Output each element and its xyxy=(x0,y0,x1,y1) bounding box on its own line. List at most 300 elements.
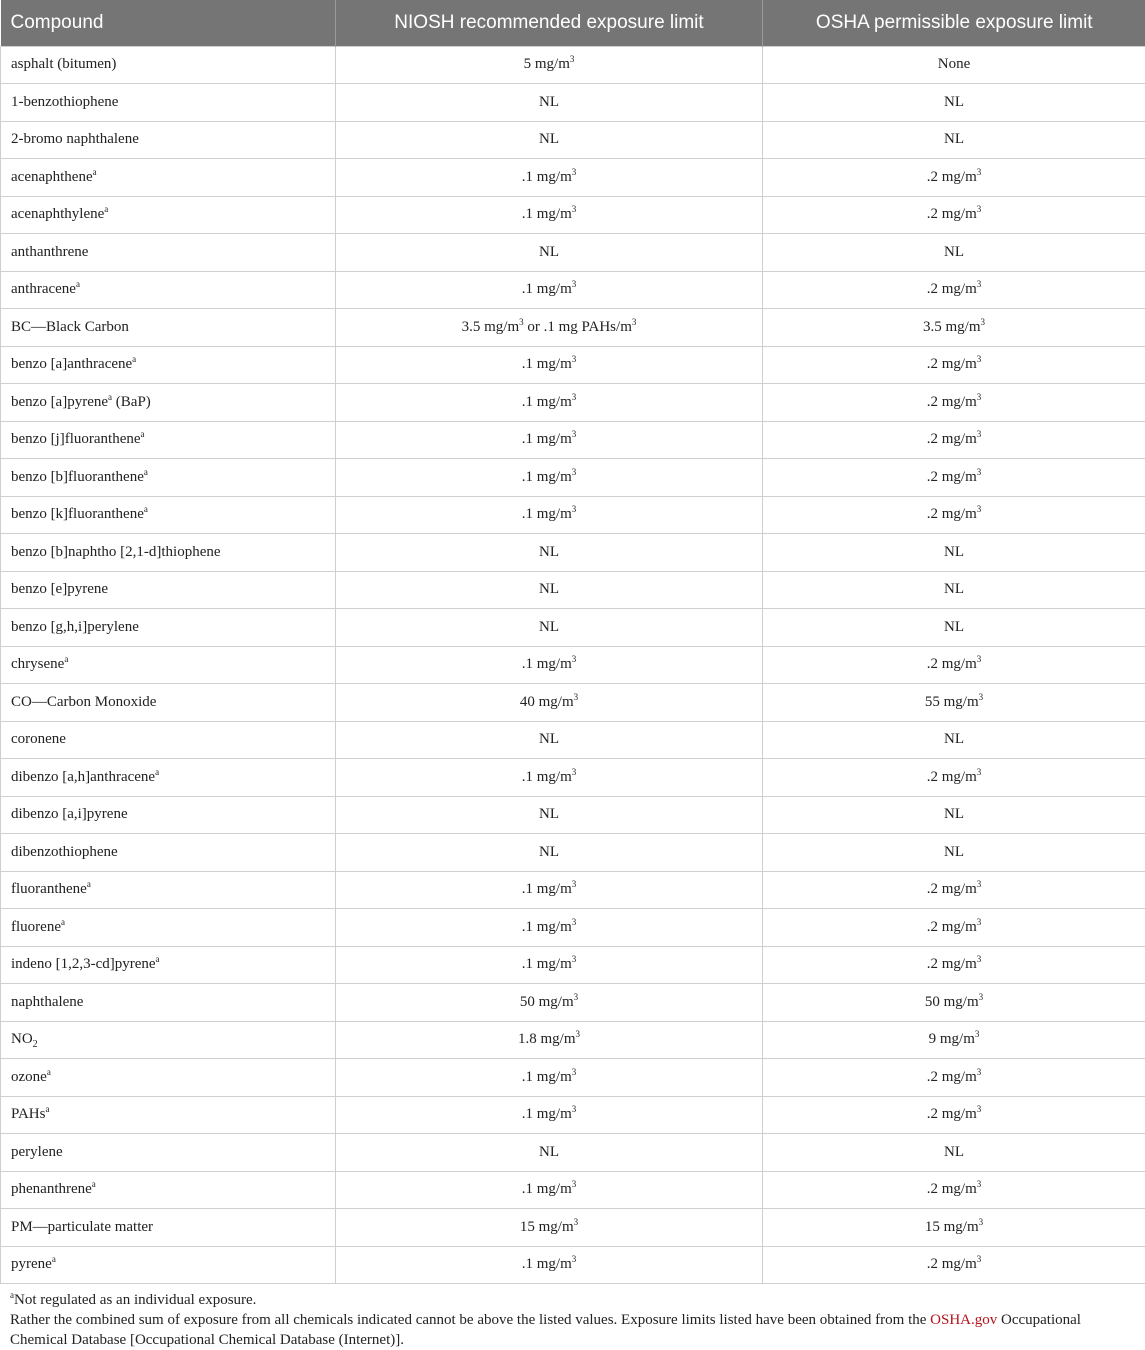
footnote-a xyxy=(10,1290,1135,1310)
table-row xyxy=(1,759,1145,797)
limit-value: .1 mg/m xyxy=(522,1181,572,1197)
limit-value: 3.5 mg/m xyxy=(923,319,981,335)
footnote-marker: a xyxy=(155,767,159,777)
unit-superscript: 3 xyxy=(977,1254,982,1264)
osha-limit-cell xyxy=(763,796,1145,834)
compound-subscript: 2 xyxy=(33,1039,38,1050)
compound-cell xyxy=(1,121,336,159)
footnote-text: Not regulated as an individual exposure. xyxy=(14,1292,256,1308)
table-row xyxy=(1,984,1145,1022)
compound-name: benzo [a]anthracene xyxy=(11,356,132,372)
niosh-limit-cell xyxy=(336,684,763,722)
niosh-limit-cell xyxy=(336,871,763,909)
table-row xyxy=(1,496,1145,534)
table-row xyxy=(1,796,1145,834)
limit-value: .1 mg/m xyxy=(522,881,572,897)
table-row xyxy=(1,834,1145,872)
compound-suffix: (BaP) xyxy=(112,394,151,410)
compound-cell xyxy=(1,1021,336,1059)
niosh-limit-cell xyxy=(336,759,763,797)
niosh-limit-cell xyxy=(336,1134,763,1172)
compound-cell xyxy=(1,759,336,797)
unit-superscript: 3 xyxy=(572,279,577,289)
unit-superscript: 3 xyxy=(572,392,577,402)
niosh-limit-cell xyxy=(336,121,763,159)
niosh-limit-cell xyxy=(336,946,763,984)
table-row xyxy=(1,234,1145,272)
table-row xyxy=(1,1246,1145,1284)
footnote-source-text: Rather the combined sum of exposure from all chemicals indicated cannot be above the listed values. Exposure limits listed have been obtained from the xyxy=(10,1312,930,1328)
limit-value: .1 mg/m xyxy=(522,956,572,972)
unit-superscript: 3 xyxy=(574,992,579,1002)
niosh-limit-cell xyxy=(336,1171,763,1209)
limit-value: .2 mg/m xyxy=(927,656,977,672)
footnote-marker: a xyxy=(144,504,148,514)
compound-name: 2-bromo naphthalene xyxy=(11,131,139,147)
compound-name: CO—Carbon Monoxide xyxy=(11,694,156,710)
niosh-limit-cell xyxy=(336,1021,763,1059)
niosh-limit-cell xyxy=(336,271,763,309)
compound-cell xyxy=(1,1171,336,1209)
table-row xyxy=(1,609,1145,647)
compound-cell xyxy=(1,571,336,609)
osha-limit-cell xyxy=(763,159,1145,197)
osha-limit-cell xyxy=(763,309,1145,347)
unit-superscript: 3 xyxy=(572,1104,577,1114)
compound-name: benzo [b]naphtho [2,1-d]thiophene xyxy=(11,544,221,560)
limit-value: .2 mg/m xyxy=(927,281,977,297)
table-row xyxy=(1,571,1145,609)
limit-value: .2 mg/m xyxy=(927,1181,977,1197)
limit-value: NL xyxy=(944,131,964,147)
limit-value: .2 mg/m xyxy=(927,206,977,222)
table-row xyxy=(1,84,1145,122)
compound-name: pyrene xyxy=(11,1256,52,1272)
compound-cell xyxy=(1,84,336,122)
table-row xyxy=(1,721,1145,759)
compound-cell xyxy=(1,984,336,1022)
unit-superscript: 3 xyxy=(572,1067,577,1077)
unit-superscript: 3 xyxy=(981,317,986,327)
compound-cell xyxy=(1,234,336,272)
limit-value: None xyxy=(938,56,971,72)
footnote-marker: a xyxy=(45,1104,49,1114)
footnote-marker: a xyxy=(144,467,148,477)
compound-cell xyxy=(1,834,336,872)
unit-superscript: 3 xyxy=(519,317,524,327)
compound-cell xyxy=(1,309,336,347)
limit-value: 15 mg/m xyxy=(520,1219,574,1235)
niosh-limit-cell xyxy=(336,571,763,609)
compound-name: acenaphthylene xyxy=(11,206,104,222)
table-row xyxy=(1,1059,1145,1097)
osha-limit-cell xyxy=(763,1059,1145,1097)
compound-name: naphthalene xyxy=(11,994,83,1010)
compound-name: benzo [a]pyrene xyxy=(11,394,108,410)
unit-superscript: 3 xyxy=(975,1029,980,1039)
compound-name: perylene xyxy=(11,1144,63,1160)
unit-superscript: 3 xyxy=(977,279,982,289)
osha-limit-cell xyxy=(763,1134,1145,1172)
table-row xyxy=(1,909,1145,947)
limit-value: .2 mg/m xyxy=(927,469,977,485)
compound-cell xyxy=(1,646,336,684)
compound-cell xyxy=(1,909,336,947)
osha-limit-cell xyxy=(763,946,1145,984)
limit-value: 55 mg/m xyxy=(925,694,979,710)
table-row xyxy=(1,534,1145,572)
compound-name: chrysene xyxy=(11,656,64,672)
osha-limit-cell xyxy=(763,684,1145,722)
osha-limit-cell xyxy=(763,459,1145,497)
compound-cell xyxy=(1,459,336,497)
table-row xyxy=(1,1021,1145,1059)
unit-superscript: 3 xyxy=(977,429,982,439)
unit-superscript: 3 xyxy=(572,1179,577,1189)
limit-value: .1 mg/m xyxy=(522,1256,572,1272)
table-row xyxy=(1,271,1145,309)
footnote-marker: a xyxy=(52,1254,56,1264)
limit-value: NL xyxy=(944,244,964,260)
compound-cell xyxy=(1,1134,336,1172)
table-row xyxy=(1,871,1145,909)
osha-limit-cell xyxy=(763,721,1145,759)
table-body xyxy=(1,46,1145,1284)
osha-limit-cell xyxy=(763,121,1145,159)
limit-value: .1 mg/m xyxy=(522,919,572,935)
unit-superscript: 3 xyxy=(977,1104,982,1114)
table-row xyxy=(1,384,1145,422)
footnote-marker: a xyxy=(132,354,136,364)
niosh-limit-cell xyxy=(336,459,763,497)
footnote-marker: a xyxy=(64,654,68,664)
osha-limit-cell xyxy=(763,871,1145,909)
niosh-limit-cell xyxy=(336,646,763,684)
compound-cell xyxy=(1,721,336,759)
osha-limit-cell xyxy=(763,1246,1145,1284)
osha-limit-cell xyxy=(763,609,1145,647)
unit-superscript: 3 xyxy=(977,917,982,927)
header-niosh: NIOSH recommended exposure limit xyxy=(336,0,763,46)
osha-limit-cell xyxy=(763,421,1145,459)
unit-superscript: 3 xyxy=(979,1217,984,1227)
compound-cell xyxy=(1,871,336,909)
limit-value: .1 mg/m xyxy=(522,431,572,447)
unit-superscript: 3 xyxy=(574,692,579,702)
table-row xyxy=(1,121,1145,159)
unit-superscript: 3 xyxy=(574,1217,579,1227)
unit-superscript: 3 xyxy=(572,204,577,214)
niosh-limit-cell xyxy=(336,196,763,234)
compound-cell xyxy=(1,796,336,834)
niosh-limit-cell xyxy=(336,46,763,84)
table-row xyxy=(1,309,1145,347)
table-row xyxy=(1,946,1145,984)
limit-value: NL xyxy=(539,581,559,597)
unit-superscript: 3 xyxy=(572,954,577,964)
niosh-limit-cell xyxy=(336,496,763,534)
compound-cell xyxy=(1,1096,336,1134)
limit-value: .2 mg/m xyxy=(927,881,977,897)
compound-cell xyxy=(1,609,336,647)
table-row xyxy=(1,1209,1145,1247)
footnote-marker: a xyxy=(61,917,65,927)
compound-cell xyxy=(1,496,336,534)
compound-name: coronene xyxy=(11,731,66,747)
limit-value: NL xyxy=(944,1144,964,1160)
table-footnotes xyxy=(10,1290,1135,1350)
limit-value: NL xyxy=(944,731,964,747)
footnote-mark: a xyxy=(10,1290,14,1300)
footnote-marker: a xyxy=(93,167,97,177)
compound-name: fluoranthene xyxy=(11,881,87,897)
niosh-limit-cell xyxy=(336,984,763,1022)
compound-cell xyxy=(1,384,336,422)
table-row xyxy=(1,196,1145,234)
niosh-limit-cell xyxy=(336,384,763,422)
header-compound: Compound xyxy=(1,0,336,46)
limit-value: 1.8 mg/m xyxy=(518,1031,576,1047)
limit-value: NL xyxy=(539,844,559,860)
unit-superscript: 3 xyxy=(632,317,637,327)
footnote-marker: a xyxy=(141,429,145,439)
limit-value: NL xyxy=(539,94,559,110)
table-row xyxy=(1,1096,1145,1134)
compound-name: benzo [e]pyrene xyxy=(11,581,108,597)
compound-cell xyxy=(1,1059,336,1097)
limit-value: NL xyxy=(944,844,964,860)
unit-superscript: 3 xyxy=(977,879,982,889)
unit-superscript: 3 xyxy=(576,1029,581,1039)
compound-name: PM—particulate matter xyxy=(11,1219,153,1235)
footnote-marker: a xyxy=(108,392,112,402)
osha-limit-cell xyxy=(763,534,1145,572)
table-row xyxy=(1,646,1145,684)
compound-name: dibenzo [a,i]pyrene xyxy=(11,806,128,822)
limit-value: 40 mg/m xyxy=(520,694,574,710)
compound-cell xyxy=(1,946,336,984)
unit-superscript: 3 xyxy=(979,992,984,1002)
niosh-limit-cell xyxy=(336,1059,763,1097)
table-header-row xyxy=(1,0,1145,46)
compound-cell xyxy=(1,159,336,197)
limit-value: NL xyxy=(944,619,964,635)
unit-superscript: 3 xyxy=(977,654,982,664)
limit-value: .1 mg/m xyxy=(522,656,572,672)
niosh-limit-cell xyxy=(336,1209,763,1247)
unit-superscript: 3 xyxy=(977,954,982,964)
osha-limit-cell xyxy=(763,1209,1145,1247)
compound-name: asphalt (bitumen) xyxy=(11,56,116,72)
footnote-marker: a xyxy=(47,1067,51,1077)
unit-superscript: 3 xyxy=(572,467,577,477)
unit-superscript: 3 xyxy=(977,167,982,177)
unit-superscript: 3 xyxy=(977,467,982,477)
compound-name: phenanthrene xyxy=(11,1181,92,1197)
footnote-marker: a xyxy=(104,204,108,214)
limit-value-alt: or .1 mg PAHs/m xyxy=(524,319,632,335)
niosh-limit-cell xyxy=(336,346,763,384)
unit-superscript: 3 xyxy=(977,767,982,777)
compound-name: acenaphthene xyxy=(11,169,93,185)
osha-limit-cell xyxy=(763,1021,1145,1059)
unit-superscript: 3 xyxy=(572,354,577,364)
limit-value: .2 mg/m xyxy=(927,506,977,522)
limit-value: .1 mg/m xyxy=(522,281,572,297)
compound-name: benzo [k]fluoranthene xyxy=(11,506,144,522)
osha-limit-cell xyxy=(763,46,1145,84)
compound-cell xyxy=(1,46,336,84)
unit-superscript: 3 xyxy=(977,1179,982,1189)
limit-value: 9 mg/m xyxy=(929,1031,975,1047)
table-row xyxy=(1,46,1145,84)
limit-value: NL xyxy=(944,544,964,560)
osha-limit-cell xyxy=(763,384,1145,422)
niosh-limit-cell xyxy=(336,721,763,759)
niosh-limit-cell xyxy=(336,609,763,647)
niosh-limit-cell xyxy=(336,909,763,947)
unit-superscript: 3 xyxy=(572,429,577,439)
limit-value: .2 mg/m xyxy=(927,169,977,185)
compound-name: benzo [g,h,i]perylene xyxy=(11,619,139,635)
unit-superscript: 3 xyxy=(572,654,577,664)
unit-superscript: 3 xyxy=(979,692,984,702)
unit-superscript: 3 xyxy=(572,917,577,927)
limit-value: .2 mg/m xyxy=(927,356,977,372)
unit-superscript: 3 xyxy=(572,504,577,514)
compound-name: 1-benzothiophene xyxy=(11,94,118,110)
footnote-marker: a xyxy=(87,879,91,889)
footnote-marker: a xyxy=(76,279,80,289)
footnote-marker: a xyxy=(92,1179,96,1189)
limit-value: .2 mg/m xyxy=(927,769,977,785)
osha-limit-cell xyxy=(763,346,1145,384)
niosh-limit-cell xyxy=(336,534,763,572)
unit-superscript: 3 xyxy=(977,354,982,364)
unit-superscript: 3 xyxy=(977,204,982,214)
table-row xyxy=(1,459,1145,497)
compound-name: anthanthrene xyxy=(11,244,88,260)
limit-value: NL xyxy=(539,544,559,560)
unit-superscript: 3 xyxy=(572,767,577,777)
limit-value: NL xyxy=(539,806,559,822)
table-row xyxy=(1,346,1145,384)
compound-cell xyxy=(1,1246,336,1284)
niosh-limit-cell xyxy=(336,421,763,459)
compound-name: NO xyxy=(11,1031,33,1047)
limit-value: .1 mg/m xyxy=(522,769,572,785)
compound-name: PAHs xyxy=(11,1106,45,1122)
compound-name: anthracene xyxy=(11,281,76,297)
osha-limit-cell xyxy=(763,196,1145,234)
limit-value: 50 mg/m xyxy=(925,994,979,1010)
compound-name: ozone xyxy=(11,1069,47,1085)
limit-value: .1 mg/m xyxy=(522,394,572,410)
limit-value: .2 mg/m xyxy=(927,1256,977,1272)
compound-cell xyxy=(1,271,336,309)
table-row xyxy=(1,1171,1145,1209)
limit-value: .2 mg/m xyxy=(927,431,977,447)
limit-value: .2 mg/m xyxy=(927,394,977,410)
limit-value: .2 mg/m xyxy=(927,1106,977,1122)
niosh-limit-cell xyxy=(336,1096,763,1134)
compound-cell xyxy=(1,684,336,722)
limit-value: 50 mg/m xyxy=(520,994,574,1010)
compound-cell xyxy=(1,346,336,384)
limit-value: .1 mg/m xyxy=(522,1069,572,1085)
compound-name: benzo [j]fluoranthene xyxy=(11,431,141,447)
compound-name: indeno [1,2,3-cd]pyrene xyxy=(11,956,156,972)
osha-limit-cell xyxy=(763,834,1145,872)
limit-value: .2 mg/m xyxy=(927,956,977,972)
niosh-limit-cell xyxy=(336,234,763,272)
limit-value: .1 mg/m xyxy=(522,469,572,485)
unit-superscript: 3 xyxy=(977,392,982,402)
compound-cell xyxy=(1,196,336,234)
osha-limit-cell xyxy=(763,234,1145,272)
limit-value: .2 mg/m xyxy=(927,1069,977,1085)
compound-name: benzo [b]fluoranthene xyxy=(11,469,144,485)
osha-limit-cell xyxy=(763,909,1145,947)
osha-limit-cell xyxy=(763,759,1145,797)
osha-limit-cell xyxy=(763,646,1145,684)
compound-cell xyxy=(1,421,336,459)
limit-value: NL xyxy=(944,581,964,597)
osha-gov-link[interactable]: OSHA.gov xyxy=(930,1312,997,1328)
unit-superscript: 3 xyxy=(572,879,577,889)
limit-value: NL xyxy=(539,244,559,260)
limit-value: .1 mg/m xyxy=(522,356,572,372)
unit-superscript: 3 xyxy=(572,1254,577,1264)
unit-superscript: 3 xyxy=(572,167,577,177)
limit-value: .1 mg/m xyxy=(522,1106,572,1122)
osha-limit-cell xyxy=(763,1096,1145,1134)
table-row xyxy=(1,1134,1145,1172)
compound-name: dibenzo [a,h]anthracene xyxy=(11,769,155,785)
osha-limit-cell xyxy=(763,496,1145,534)
limit-value: 5 mg/m xyxy=(524,56,570,72)
niosh-limit-cell xyxy=(336,796,763,834)
compound-cell xyxy=(1,534,336,572)
limit-value: .1 mg/m xyxy=(522,169,572,185)
unit-superscript: 3 xyxy=(570,54,575,64)
limit-value: NL xyxy=(944,94,964,110)
footnote-source xyxy=(10,1310,1135,1350)
limit-value: NL xyxy=(944,806,964,822)
niosh-limit-cell xyxy=(336,309,763,347)
table-row xyxy=(1,421,1145,459)
osha-limit-cell xyxy=(763,84,1145,122)
osha-limit-cell xyxy=(763,1171,1145,1209)
compound-name: dibenzothiophene xyxy=(11,844,118,860)
limit-value: 3.5 mg/m xyxy=(462,319,520,335)
limit-value: NL xyxy=(539,1144,559,1160)
limit-value: .1 mg/m xyxy=(522,206,572,222)
osha-limit-cell xyxy=(763,571,1145,609)
niosh-limit-cell xyxy=(336,159,763,197)
compound-name: BC—Black Carbon xyxy=(11,319,129,335)
header-osha: OSHA permissible exposure limit xyxy=(763,0,1145,46)
unit-superscript: 3 xyxy=(977,504,982,514)
limit-value: NL xyxy=(539,131,559,147)
niosh-limit-cell xyxy=(336,834,763,872)
footnote-source-text-end: Occupational Chemical Database [Occupational Chemical Database (Internet)]. xyxy=(10,1312,1081,1348)
limit-value: .1 mg/m xyxy=(522,506,572,522)
compound-cell xyxy=(1,1209,336,1247)
osha-limit-cell xyxy=(763,271,1145,309)
compound-name: fluorene xyxy=(11,919,61,935)
table-row xyxy=(1,159,1145,197)
